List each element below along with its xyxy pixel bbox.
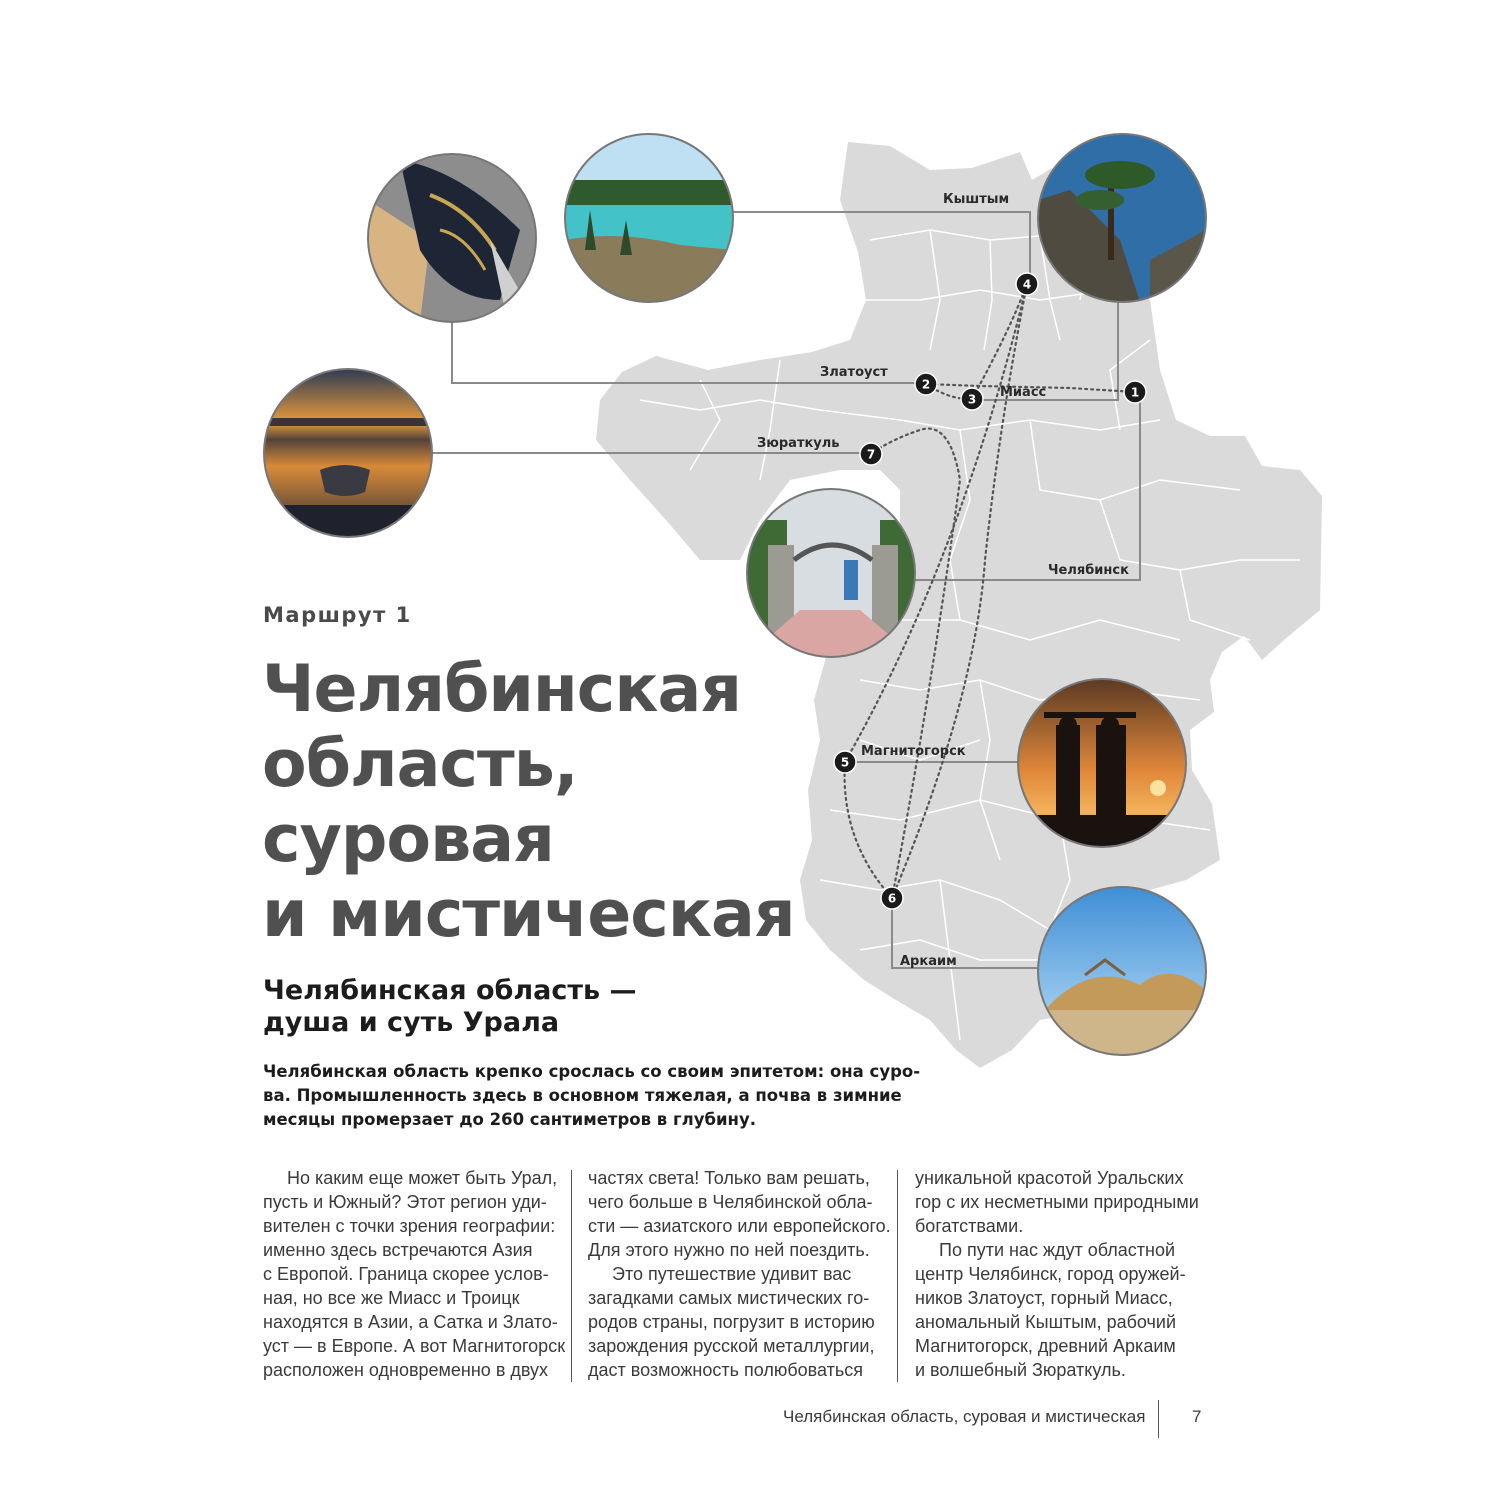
text-line: родов страны, погрузит в историю: [588, 1312, 875, 1332]
text-line: Это путешествие удивит вас: [612, 1264, 852, 1284]
city-label-zlatoust: Златоуст: [820, 365, 888, 380]
city-label-magnitogorsk: Магнитогорск: [861, 744, 966, 759]
page-title: [262, 652, 822, 952]
text-line: вителен с точки зрения географии:: [263, 1216, 556, 1236]
text-line: центр Челябинск, город оружей-: [915, 1264, 1186, 1284]
photo-monument: [1018, 679, 1186, 847]
photo-arkaim: [1038, 887, 1206, 1055]
column-divider: [897, 1170, 898, 1382]
text-line: сти — азиатского или европейского.: [588, 1216, 891, 1236]
title-line: Челябинская: [262, 652, 742, 727]
lead-paragraph: [263, 1060, 921, 1132]
city-label-miass: Миасс: [1000, 385, 1047, 400]
text-line: чего больше в Челябинской обла-: [588, 1192, 873, 1212]
footer-divider: [1158, 1400, 1159, 1438]
running-footer: Челябинская область, суровая и мистическая: [783, 1407, 1146, 1426]
column-divider: [571, 1170, 572, 1382]
marker-6: [881, 887, 903, 909]
photo-axe: [368, 154, 536, 322]
marker-4: [1016, 273, 1038, 295]
page-number: 7: [1192, 1407, 1202, 1426]
marker-1: [1124, 381, 1146, 403]
text-column-3: [915, 1166, 1211, 1382]
text-line: аномальный Кыштым, рабочий: [915, 1312, 1177, 1332]
text-column-2: [588, 1166, 891, 1382]
city-label-zyuratkul: Зюраткуль: [757, 436, 840, 451]
text-line: находятся в Азии, а Сатка и Злато-: [263, 1312, 558, 1332]
text-line: пусть и Южный? Этот регион уди-: [263, 1192, 547, 1212]
text-line: Магнитогорск, древний Аркаим: [915, 1336, 1176, 1356]
svg-text:3: 3: [967, 392, 977, 407]
text-line: Для этого нужно по ней поездить.: [588, 1240, 870, 1260]
subtitle: [263, 975, 783, 1039]
text-line: расположен одновременно в двух: [263, 1360, 549, 1380]
svg-text:7: 7: [866, 447, 876, 462]
text-line: уникальной красотой Уральских: [915, 1168, 1184, 1188]
lead-line: месяцы промерзает до 260 сантиметров в глубину.: [263, 1110, 756, 1129]
text-line: даст возможность полюбоваться: [588, 1360, 864, 1380]
text-line: именно здесь встречаются Азия: [263, 1240, 533, 1260]
marker-7: [860, 443, 882, 465]
text-line: уст — в Европе. А вот Магнитогорск: [263, 1336, 566, 1356]
text-line: с Европой. Граница скорее услов-: [263, 1264, 549, 1284]
text-line: Но каким еще может быть Урал,: [287, 1168, 558, 1188]
route-label: Маршрут 1: [263, 603, 412, 627]
photo-lake: [565, 134, 733, 302]
svg-text:2: 2: [921, 377, 931, 392]
svg-text:1: 1: [1130, 385, 1140, 400]
text-line: богатствами.: [915, 1216, 1024, 1236]
city-label-chelyabinsk: Челябинск: [1048, 563, 1129, 578]
title-line: суровая: [262, 802, 554, 877]
marker-5: [834, 751, 856, 773]
title-line: область,: [262, 727, 578, 802]
photo-pine: [1038, 134, 1206, 302]
text-line: По пути нас ждут областной: [939, 1240, 1176, 1260]
marker-3: [961, 388, 983, 410]
text-line: и волшебный Зюраткуль.: [915, 1360, 1126, 1380]
svg-text:4: 4: [1022, 277, 1032, 292]
text-column-1: [263, 1166, 566, 1382]
subtitle-line: Челябинская область —: [263, 975, 637, 1006]
photo-sunset-boat: [264, 369, 432, 545]
text-line: загадками самых мистических го-: [588, 1288, 870, 1308]
text-line: зарождения русской металлургии,: [588, 1336, 875, 1356]
title-line: и мистическая: [262, 877, 795, 952]
subtitle-line: душа и суть Урала: [263, 1007, 560, 1038]
text-line: гор с их несметными природными: [915, 1192, 1199, 1212]
text-line: частях света! Только вам решать,: [588, 1168, 870, 1188]
svg-text:5: 5: [840, 755, 850, 770]
svg-text:6: 6: [887, 891, 897, 906]
city-label-kyshtym: Кыштым: [943, 192, 1010, 207]
lead-line: ва. Промышленность здесь в основном тяжелая, а почва в зимние: [263, 1086, 902, 1105]
marker-2: [915, 373, 937, 395]
text-line: ная, но все же Миасс и Троицк: [263, 1288, 520, 1308]
city-label-arkaim: Аркаим: [900, 954, 957, 969]
lead-line: Челябинская область крепко срослась со своим эпитетом: она суро-: [263, 1062, 921, 1081]
text-line: ников Златоуст, горный Миасс,: [915, 1288, 1173, 1308]
